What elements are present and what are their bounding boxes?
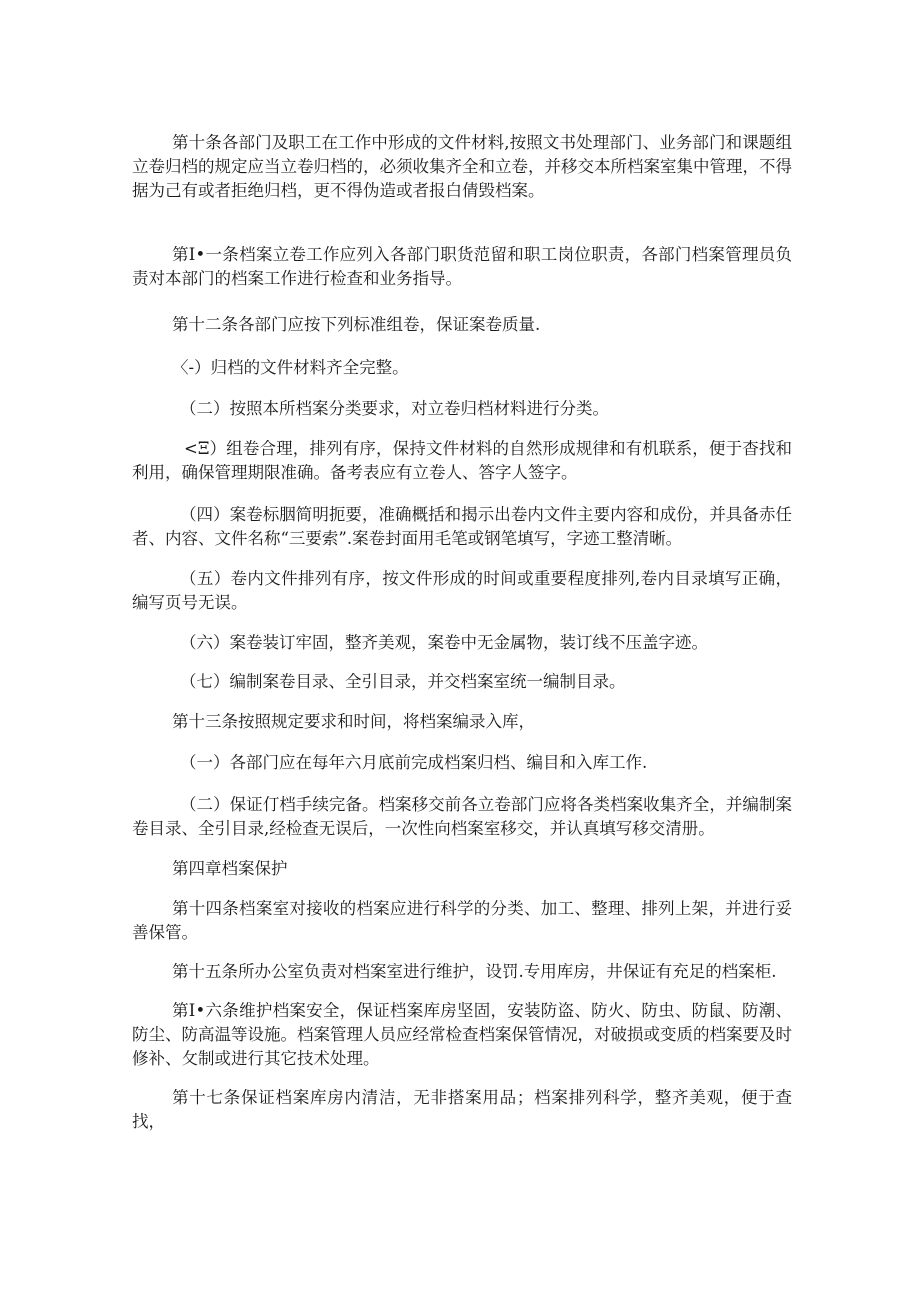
paragraph-item-7: （七）编制案卷目录、全引目录，并交档案室统一编制目录。 [180, 672, 626, 691]
paragraph-article-11: 第Ⅰ•一条档案立卷工作应列入各部门职货范留和职工岗位职责，各部门档案管理员负责对本部门的档案工作进行检查和业务指导。 [132, 245, 792, 288]
paragraph-article-16: 第Ⅰ•六条维护档案安全，保证档案库房坚固，安装防盗、防火、防虫、防鼠、防潮、防尘、防高温等设施。档案管理人员应经常检查档案保管情况，对破损或变质的档案要及时修补、攵制或进行其它技术处理。 [132, 1001, 792, 1068]
chapter-heading-4: 第四章档案保护 [172, 859, 288, 878]
paragraph-item-3: <Ξ）组卷合理，排列有序，保持文件材料的自然形成规律和有机联系，便于杳找和利用，确保管理期限准确。备考表应有立卷人、答字人签字。 [132, 439, 792, 482]
paragraph-item-1: 〈-）归档的文件材料齐全完整。 [172, 358, 409, 377]
paragraph-article-10: 第十条各部门及职工在工作中形成的文件材料,按照文书处理部门、业务部门和课题组立卷归档的规定应当立卷归档的，必须收集齐全和立卷，并移交本所档案室集中管理，不得据为己有或者拒绝归档，更不得伪造或者报白倩毁档案。 [132, 133, 792, 200]
paragraph-item-5: （五）卷内文件排列有序，按文件形成的时间或重要程度排列,卷内目录填写正确，编写页号无误。 [132, 569, 792, 612]
paragraph-article-12: 第十二条各部门应按下列标准组卷，保证案卷质量. [172, 315, 541, 334]
paragraph-article-17: 第十七条保证档案库房内清洁，无非搭案用品；档案排列科学，整齐美观，便于查找， [132, 1088, 792, 1131]
paragraph-item-2: （二）按照本所档案分类要求，对立卷归档材料进行分类。 [180, 399, 609, 418]
paragraph-article-15: 第十五条所办公室负责对档案室进行维护，设罚.专用库房，井保证有充足的档案柜. [172, 962, 777, 981]
paragraph-article-14: 第十四条档案室对接收的档案应进行科学的分类、加工、整理、排列上架，并进行妥善保管。 [132, 899, 792, 942]
paragraph-item-6: （六）案卷装订牢固，整齐美观，案卷中无金属物，装订线不压盖字迹。 [180, 633, 708, 652]
paragraph-item-4: （四）案卷标胭简明扼要，准确概括和揭示出卷内文件主要内容和成份，并具备赤任者、内容、文件名称“三要索”.案卷封面用毛笔或钢笔填写，字迹工整清晰。 [132, 505, 792, 548]
paragraph-article-13: 第十三条按照规定要求和时间，将档案编录入库， [172, 712, 535, 731]
paragraph-article-13-item-1: （一）各部门应在每年六月底前完成档案归档、编目和入库工作. [180, 753, 648, 772]
paragraph-article-13-item-2: （二）保证仃档手续完备。档案移交前各立卷部门应将各类档案收集齐全，并编制案卷目录、全引目录,经检查无误后，一次性向档案室移交，并认真填写移交清册。 [132, 795, 792, 838]
